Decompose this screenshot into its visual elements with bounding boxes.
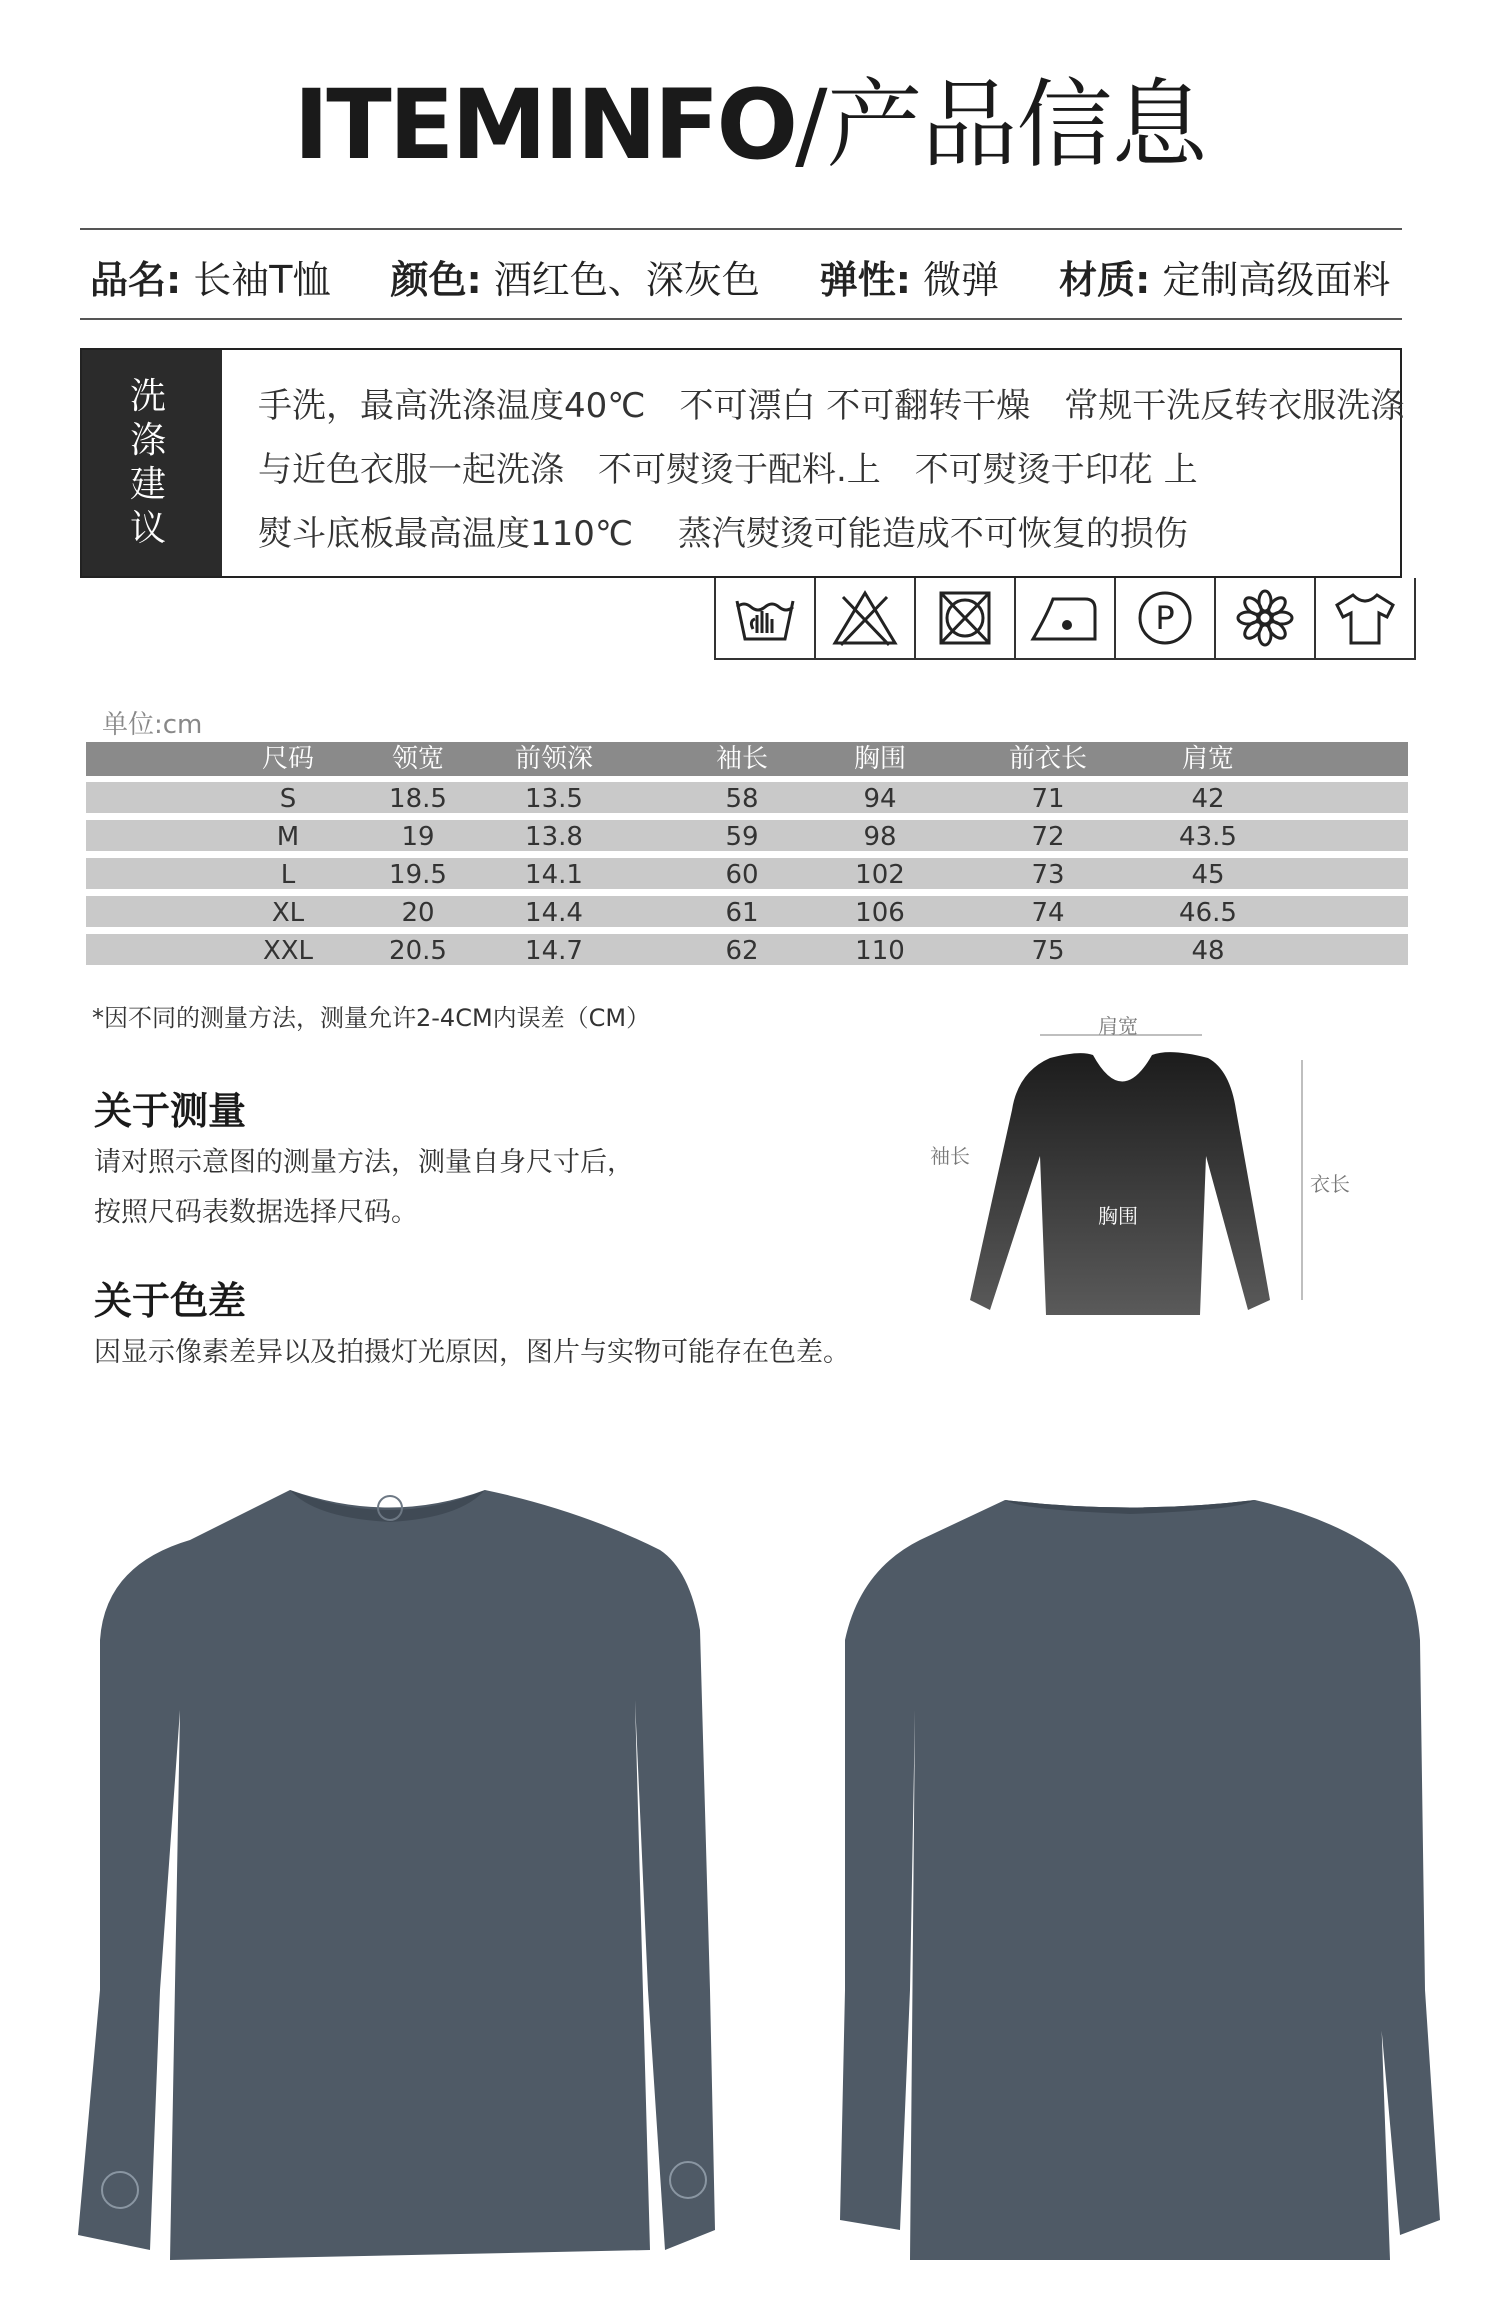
table-cell: 110 — [855, 936, 905, 966]
table-cell: S — [279, 784, 297, 814]
care-line: 熨斗底板最高温度110℃ 蒸汽熨烫可能造成不可恢复的损伤 — [258, 514, 1188, 554]
table-header-cell: 领宽 — [391, 744, 444, 774]
table-cell: M — [276, 822, 300, 852]
table-cell: 14.7 — [525, 936, 583, 966]
table-cell: 72 — [1031, 822, 1065, 852]
table-cell: 102 — [855, 860, 905, 890]
table-header-cell: 前衣长 — [1008, 744, 1087, 774]
dry-clean-p-icon — [1114, 578, 1216, 660]
table-header-cell: 袖长 — [715, 744, 768, 774]
table-row — [86, 934, 1408, 965]
table-cell: 13.5 — [525, 784, 583, 814]
divider-info — [80, 318, 1402, 320]
table-cell: 14.1 — [525, 860, 583, 890]
info-item-name — [90, 249, 331, 304]
table-cell: 42 — [1191, 784, 1225, 814]
table-cell: 46.5 — [1179, 898, 1237, 928]
table-cell: 75 — [1031, 936, 1065, 966]
size-table — [86, 742, 1408, 972]
table-row — [86, 896, 1408, 927]
table-row — [86, 782, 1408, 813]
table-cell: XXL — [262, 936, 314, 966]
hand-wash-icon — [714, 578, 816, 660]
table-cell: 73 — [1031, 860, 1065, 890]
info-key: 材质: — [1059, 257, 1151, 302]
info-item-material — [1059, 249, 1390, 304]
care-icons — [714, 578, 1416, 660]
info-item-color — [391, 249, 760, 304]
table-cell: 74 — [1031, 898, 1065, 928]
length-label: 衣长 — [1310, 1172, 1350, 1196]
title-zh: /产品信息 — [795, 69, 1207, 181]
iron-low-icon — [1014, 578, 1116, 660]
table-cell: L — [280, 860, 296, 890]
info-value: 微弹 — [911, 257, 1000, 302]
title-en: ITEMINFO — [293, 69, 796, 181]
info-key: 品名: — [90, 257, 182, 302]
chest-label: 胸围 — [1098, 1204, 1138, 1228]
table-cell: 62 — [725, 936, 759, 966]
table-cell: XL — [271, 898, 305, 928]
table-cell: 43.5 — [1179, 822, 1237, 852]
table-cell: 19 — [401, 822, 435, 852]
measure-text: 按照尺码表数据选择尺码。 — [94, 1197, 418, 1228]
info-value: 酒红色、深灰色 — [481, 257, 760, 302]
svg-text:P: P — [1155, 599, 1175, 637]
measure-heading: 关于测量 — [94, 1089, 247, 1133]
color-diff-text: 因显示像素差异以及拍摄灯光原因，图片与实物可能存在色差。 — [94, 1337, 850, 1368]
table-cell: 59 — [725, 822, 759, 852]
table-header-cell: 胸围 — [853, 744, 906, 774]
care-line: 与近色衣服一起洗涤 不可熨烫于配料.上 不可熨烫于印花 上 — [258, 450, 1198, 490]
info-item-elasticity — [820, 249, 999, 304]
table-cell: 71 — [1031, 784, 1065, 814]
table-header-cell: 尺码 — [261, 744, 314, 774]
shirt-back-photo — [800, 1470, 1460, 2270]
care-label — [82, 350, 222, 576]
no-bleach-icon — [814, 578, 916, 660]
info-key: 颜色: — [390, 257, 482, 302]
flower-icon — [1214, 578, 1316, 660]
table-cell: 20 — [401, 898, 435, 928]
table-row — [86, 858, 1408, 889]
measurement-diagram — [930, 1000, 1350, 1340]
table-row — [86, 820, 1408, 851]
table-cell: 61 — [725, 898, 759, 928]
table-cell: 98 — [863, 822, 897, 852]
divider-top — [80, 228, 1402, 230]
page-title — [0, 70, 1500, 180]
tshirt-icon — [1314, 578, 1416, 660]
measurement-note: *因不同的测量方法，测量允许2-4CM内误差（CM） — [92, 1004, 651, 1032]
unit-label: 单位:cm — [102, 710, 203, 740]
info-value: 定制高级面料 — [1150, 257, 1391, 302]
shirt-silhouette — [930, 1000, 1350, 1340]
table-header-row — [86, 742, 1408, 776]
no-tumble-dry-icon — [914, 578, 1016, 660]
table-cell: 48 — [1191, 936, 1225, 966]
info-value: 长袖T恤 — [181, 257, 331, 302]
product-info-row — [90, 246, 1420, 306]
table-cell: 94 — [863, 784, 897, 814]
shirt-front-photo — [60, 1470, 720, 2270]
measure-text: 请对照示意图的测量方法，测量自身尺寸后， — [94, 1147, 634, 1178]
table-cell: 20.5 — [389, 936, 447, 966]
table-cell: 60 — [725, 860, 759, 890]
table-cell: 106 — [855, 898, 905, 928]
table-header-cell: 前领深 — [514, 744, 593, 774]
shoulder-label: 肩宽 — [1098, 1014, 1138, 1038]
table-header-cell: 肩宽 — [1181, 744, 1234, 774]
care-box — [80, 348, 1405, 578]
care-label-text: 洗涤建议 — [129, 376, 174, 549]
table-cell: 18.5 — [389, 784, 447, 814]
care-line: 手洗，最高洗涤温度40℃ 不可漂白 不可翻转干燥 常规干洗反转衣服洗涤 — [258, 386, 1405, 426]
table-cell: 13.8 — [525, 822, 583, 852]
table-cell: 19.5 — [389, 860, 447, 890]
color-diff-heading: 关于色差 — [94, 1279, 247, 1323]
info-key: 弹性: — [819, 257, 911, 302]
sleeve-label: 袖长 — [930, 1144, 970, 1168]
table-cell: 58 — [725, 784, 759, 814]
table-cell: 14.4 — [525, 898, 583, 928]
table-cell: 45 — [1191, 860, 1225, 890]
